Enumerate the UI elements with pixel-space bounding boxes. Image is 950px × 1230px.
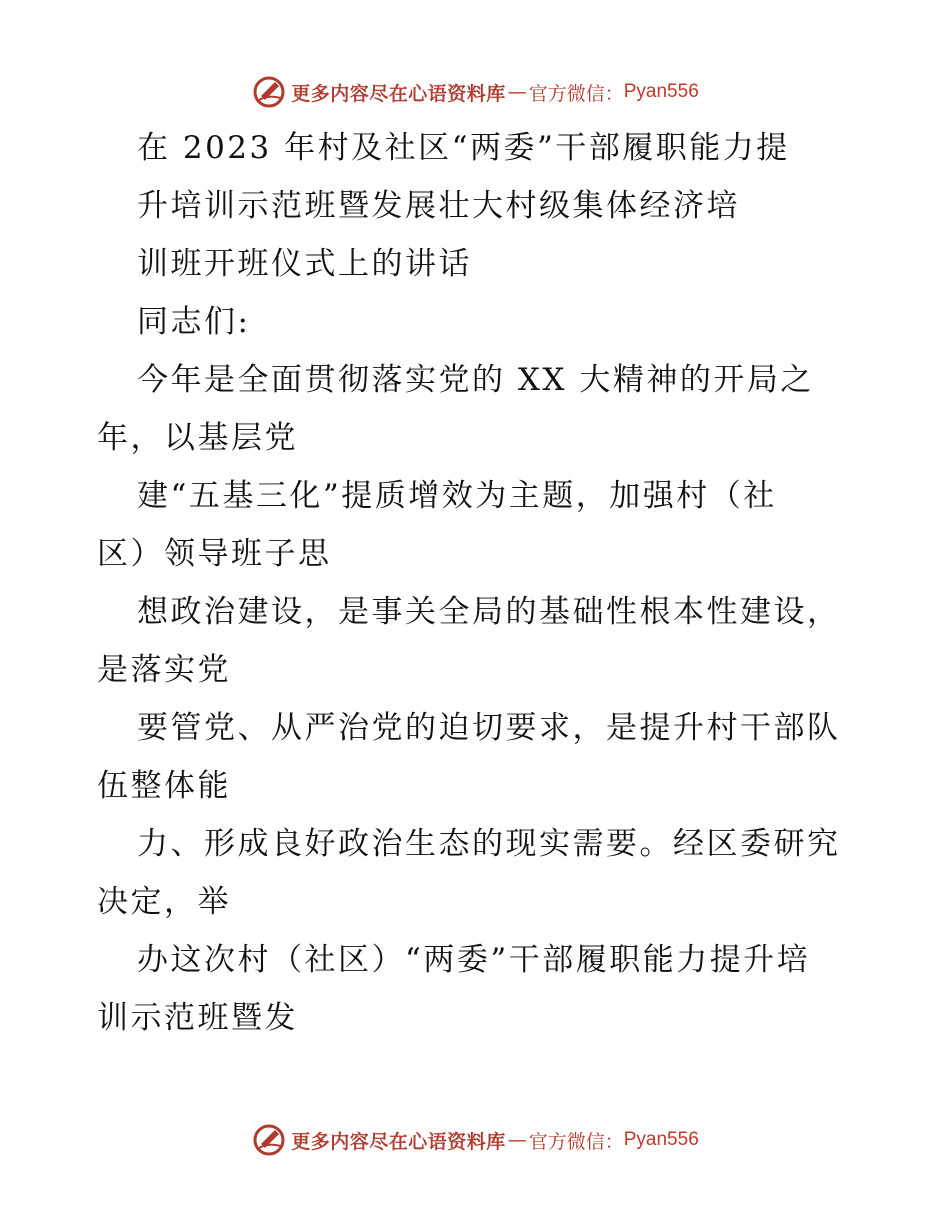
banner-label: 官方微信：	[528, 82, 624, 105]
banner-main-text: 更多内容尽在心语资料库	[291, 1130, 506, 1153]
brand-logo-icon	[251, 74, 287, 110]
paragraph-line: 建“五基三化”提质增效为主题，加强村（社	[137, 478, 777, 514]
title-line-3: 训班开班仪式上的讲话	[137, 246, 472, 282]
salutation: 同志们:	[137, 304, 251, 340]
banner-main-text: 更多内容尽在心语资料库	[291, 82, 506, 105]
paragraph-line: 区）领导班子思	[97, 536, 332, 572]
banner-separator: —	[507, 81, 527, 103]
footer-watermark	[0, 1120, 950, 1160]
paragraph-line: 力、形成良好政治生态的现实需要。经区委研究	[137, 826, 841, 862]
title-line-1: 在 2023 年村及社区“两委”干部履职能力提	[137, 130, 790, 166]
paragraph-line: 想政治建设，是事关全局的基础性根本性建设，	[137, 594, 841, 630]
paragraph-line: 办这次村（社区）“两委”干部履职能力提升培	[137, 942, 811, 978]
brand-logo-icon	[251, 1122, 287, 1158]
title-line-2: 升培训示范班暨发展壮大村级集体经济培	[137, 188, 740, 224]
paragraph-line: 训示范班暨发	[97, 1000, 298, 1036]
header-watermark	[0, 72, 950, 112]
paragraph-line: 伍整体能	[97, 768, 231, 804]
paragraph-line: 要管党、从严治党的迫切要求，是提升村干部队	[137, 710, 841, 746]
paragraph-line: 今年是全面贯彻落实党的 XX 大精神的开局之	[137, 362, 814, 398]
banner-separator: —	[507, 1129, 527, 1151]
paragraph-line: 年，以基层党	[97, 420, 298, 456]
banner-wechat-id: Pyan556	[623, 81, 699, 102]
banner-label: 官方微信：	[528, 1130, 624, 1153]
paragraph-line: 是落实党	[97, 652, 231, 688]
banner-wechat-id: Pyan556	[623, 1129, 699, 1150]
paragraph-line: 决定，举	[97, 884, 231, 920]
